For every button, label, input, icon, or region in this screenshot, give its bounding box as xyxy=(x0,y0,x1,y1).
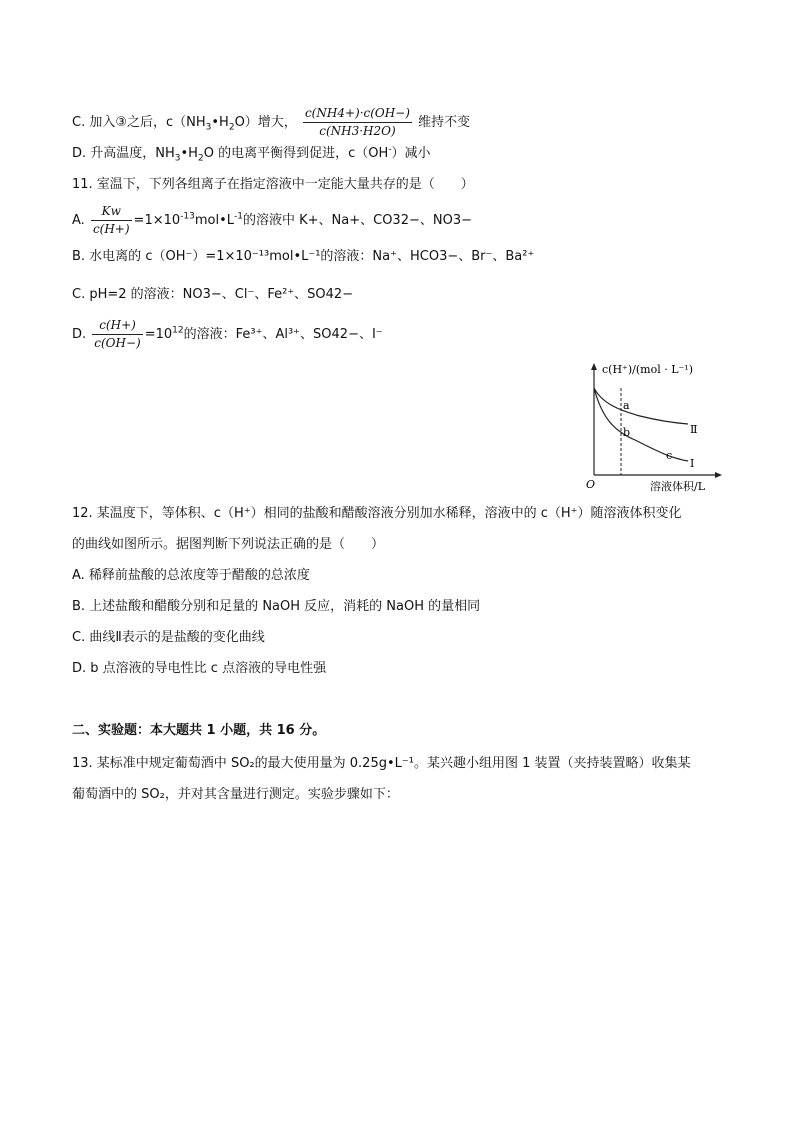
section-heading: 二、实验题：本大题共 1 小题，共 16 分。 xyxy=(72,723,326,738)
curve-ii xyxy=(594,388,688,424)
curve-i xyxy=(594,388,688,461)
dilution-curve-figure xyxy=(580,358,730,498)
q12-option-b: B. 上述盐酸和醋酸分别和足量的 NaOH 反应，消耗的 NaOH 的量相同 xyxy=(72,599,481,614)
q12-stem-line1: 12. 某温度下，等体积、c（H⁺）相同的盐酸和醋酸溶液分别加水稀释，溶液中的 c（H⁺）随溶液体积变化 xyxy=(72,506,682,521)
curve-ii-label: Ⅱ xyxy=(690,423,698,436)
y-axis-label: c(H⁺)/(mol · L⁻¹) xyxy=(602,363,694,376)
x-axis-label: 溶液体积/L xyxy=(650,480,706,493)
q11-option-b: B. 水电离的 c（OH⁻）=1×10⁻¹³mol•L⁻¹的溶液：Na⁺、HCO3−、Br⁻、Ba²⁺ xyxy=(72,249,535,264)
q12-stem-line2: 的曲线如图所示。据图判断下列说法正确的是（ ） xyxy=(72,537,385,552)
curve-i-label: Ⅰ xyxy=(690,457,695,470)
q11-option-a: A. $\frac{Kw}{c(H+)}$ $=1\times 10^{-13}mol•L^{-1}$的溶液中 K+、Na+、CO32−、NO3− xyxy=(72,204,472,236)
q13-line1: 13. 某标准中规定葡萄酒中 SO₂的最大使用量为 0.25g•L⁻¹。某兴趣小组用图 1 装置（夹持装置略）收集某 xyxy=(72,756,691,771)
q13-line2: 葡萄酒中的 SO₂，并对其含量进行测定。实验步骤如下： xyxy=(72,787,399,802)
q12-option-a: A. 稀释前盐酸的总浓度等于醋酸的总浓度 xyxy=(72,568,310,583)
q10-option-c: C. 加入③之后，$c(NH_3•H_2O)$增大， $\frac{c(NH4+)\cdot c(OH-)}{c(NH3\cdot H2O)}$ 维持不变 xyxy=(72,106,471,138)
point-a-label: a xyxy=(623,399,630,412)
q11-option-c: C. pH=2 的溶液：NO3−、Cl⁻、Fe²⁺、SO42− xyxy=(72,287,354,302)
q10-option-d: D. 升高温度，$NH_3•H_2O$ 的电离平衡得到促进，c（OH-）减小 xyxy=(72,144,431,164)
q11-stem: 11. 室温下，下列各组离子在指定溶液中一定能大量共存的是（ ） xyxy=(72,177,474,192)
x-axis-arrow xyxy=(715,472,722,478)
q12-option-c: C. 曲线Ⅱ表示的是盐酸的变化曲线 xyxy=(72,630,265,645)
q10-c-fraction: $\frac{c(NH4+)\cdot c(OH-)}{c(NH3\cdot H2O)}$ xyxy=(304,106,410,138)
y-axis-arrow xyxy=(591,363,597,370)
q11-d-fraction: $\frac{c(H+)}{c(OH-)}$ xyxy=(94,318,141,350)
origin-label: O xyxy=(586,478,596,491)
q11-option-d: D. $\frac{c(H+)}{c(OH-)}$ $=10^{12}$的溶液：Fe³⁺、Al³⁺、SO42−、I⁻ xyxy=(72,318,383,350)
point-c-label: c xyxy=(666,449,673,462)
point-b-label: b xyxy=(623,426,631,439)
q12-option-d: D. b 点溶液的导电性比 c 点溶液的导电性强 xyxy=(72,661,327,676)
q11-a-fraction: $\frac{Kw}{c(H+)}$ xyxy=(92,204,130,236)
